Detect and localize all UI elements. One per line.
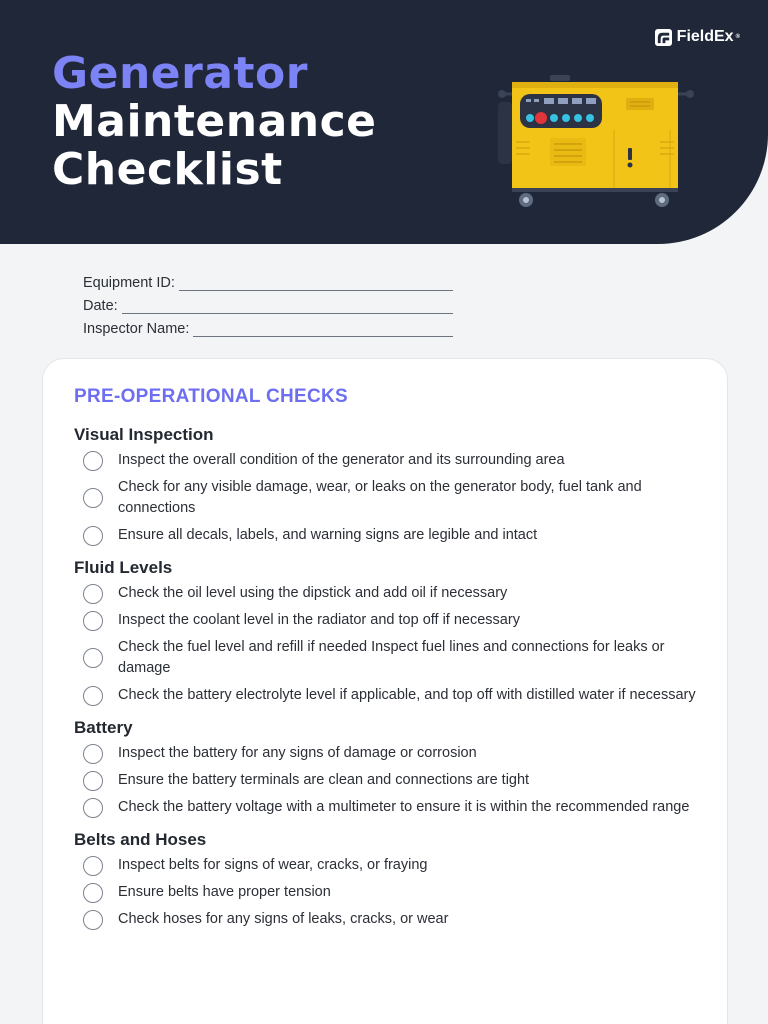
checklist-groups: [74, 423, 704, 940]
circle-checkbox-icon[interactable]: [83, 856, 103, 876]
section-title: PRE-OPERATIONAL CHECKS: [74, 386, 349, 407]
title-line-1: Generator: [52, 48, 308, 99]
brand-name: FieldEx: [676, 28, 734, 45]
group-title: Fluid Levels: [74, 558, 173, 577]
checklist-item-label: Inspect the battery for any signs of damage or corrosion: [118, 745, 477, 761]
checklist-item-label: Check the battery voltage with a multimeter to ensure it is within the recommended range: [118, 799, 690, 815]
checklist-item[interactable]: [74, 477, 704, 519]
generator-icon: [494, 72, 700, 212]
checklist-item-label: Check the fuel level and refill if needed Inspect fuel lines and connections for leaks or damage: [118, 639, 665, 676]
equipment-id-field[interactable]: [83, 268, 453, 291]
checklist-group: [74, 423, 704, 546]
brand-registered-mark: ®: [735, 34, 740, 40]
group-title: Belts and Hoses: [74, 830, 207, 849]
group-title: Battery: [74, 718, 133, 737]
inspector-name-field[interactable]: [83, 314, 453, 337]
circle-checkbox-icon[interactable]: [83, 488, 103, 508]
header-banner: [0, 0, 768, 244]
circle-checkbox-icon[interactable]: [83, 883, 103, 903]
checklist-item[interactable]: [74, 882, 704, 903]
title-line-3: Checklist: [52, 144, 283, 195]
checklist-item-label: Ensure the battery terminals are clean and connections are tight: [118, 772, 530, 788]
brand-logo: [655, 28, 740, 46]
date-input[interactable]: [122, 298, 453, 314]
title-line-2: Maintenance: [52, 96, 377, 147]
circle-checkbox-icon[interactable]: [83, 910, 103, 930]
checklist-item-label: Ensure belts have proper tension: [118, 884, 331, 900]
equipment-id-input[interactable]: [179, 275, 453, 291]
circle-checkbox-icon[interactable]: [83, 526, 103, 546]
circle-checkbox-icon[interactable]: [83, 744, 103, 764]
checklist-item[interactable]: [74, 909, 704, 930]
checklist-item-label: Inspect the overall condition of the generator and its surrounding area: [118, 452, 565, 468]
inspector-name-label: Inspector Name:: [83, 321, 190, 337]
date-label: Date:: [83, 298, 118, 314]
checklist-item-label: Inspect belts for signs of wear, cracks, or fraying: [118, 857, 428, 873]
checklist-group: [74, 556, 704, 706]
equipment-id-label: Equipment ID:: [83, 275, 175, 291]
checklist-item-label: Check for any visible damage, wear, or leaks on the generator body, fuel tank and connections: [118, 479, 642, 516]
checklist-group: [74, 828, 704, 930]
checklist-item-label: Inspect the coolant level in the radiator and top off if necessary: [118, 612, 520, 628]
circle-checkbox-icon[interactable]: [83, 686, 103, 706]
checklist-item[interactable]: [74, 637, 704, 679]
inspector-name-input[interactable]: [193, 321, 453, 337]
circle-checkbox-icon[interactable]: [83, 451, 103, 471]
circle-checkbox-icon[interactable]: [83, 771, 103, 791]
group-title: Visual Inspection: [74, 425, 214, 444]
checklist-item[interactable]: [74, 583, 704, 604]
circle-checkbox-icon[interactable]: [83, 584, 103, 604]
checklist-item[interactable]: [74, 610, 704, 631]
checklist-item-label: Check the battery electrolyte level if applicable, and top off with distilled water if necessary: [118, 687, 696, 703]
checklist-item[interactable]: [74, 685, 704, 706]
checklist-item-label: Check the oil level using the dipstick and add oil if necessary: [118, 585, 508, 601]
circle-checkbox-icon[interactable]: [83, 611, 103, 631]
fieldex-logo-icon: [655, 29, 672, 46]
circle-checkbox-icon[interactable]: [83, 798, 103, 818]
checklist-item[interactable]: [74, 770, 704, 791]
checklist-item-label: Check hoses for any signs of leaks, cracks, or wear: [118, 911, 449, 927]
form-fields: [83, 268, 453, 337]
checklist-item-label: Ensure all decals, labels, and warning signs are legible and intact: [118, 527, 538, 543]
checklist-item[interactable]: [74, 525, 704, 546]
circle-checkbox-icon[interactable]: [83, 648, 103, 668]
page-title: [52, 50, 377, 194]
checklist-item[interactable]: [74, 743, 704, 764]
date-field[interactable]: [83, 291, 453, 314]
checklist-group: [74, 716, 704, 818]
checklist-item[interactable]: [74, 797, 704, 818]
checklist-card: [42, 358, 728, 1024]
checklist-item[interactable]: [74, 450, 704, 471]
checklist-item[interactable]: [74, 855, 704, 876]
